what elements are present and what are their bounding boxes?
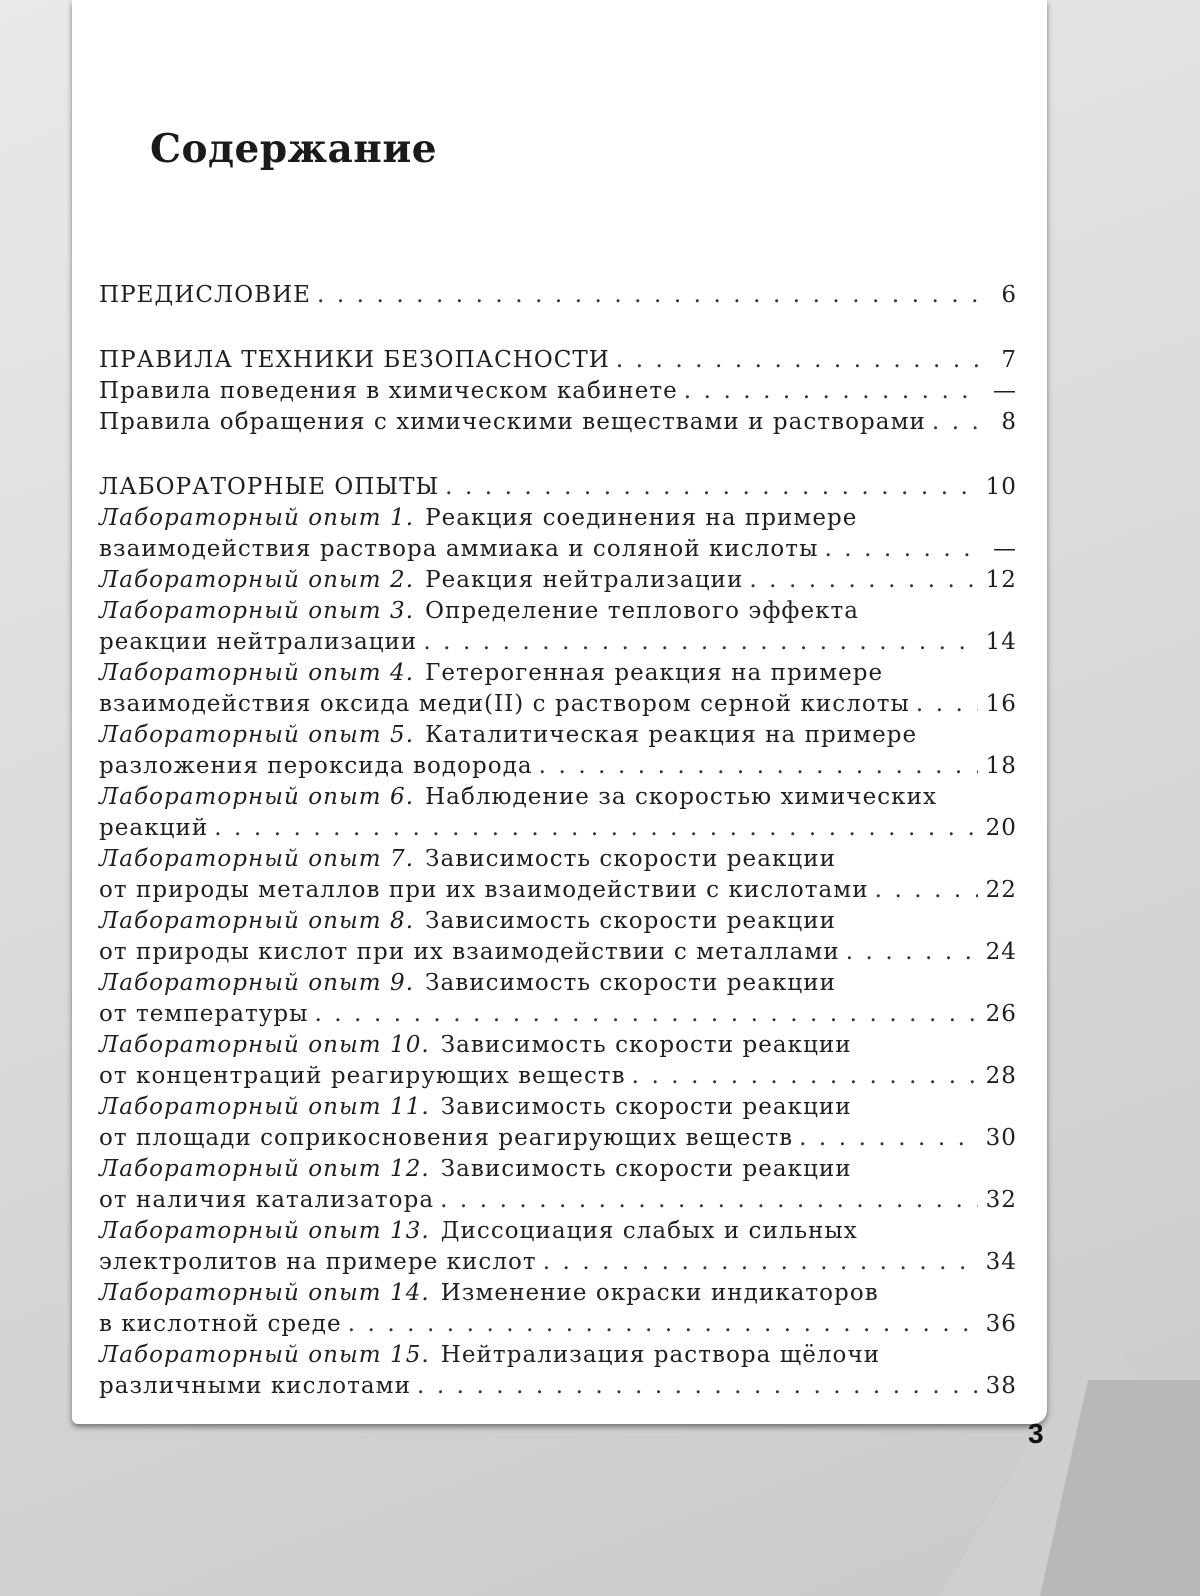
toc-entry-experiment-15-cont[interactable]	[99, 1373, 1017, 1404]
toc-entry-experiment-5[interactable]	[99, 722, 1017, 753]
toc-page-number: 6	[1001, 282, 1017, 308]
page-title: Содержание	[150, 126, 438, 172]
toc-entry-label: Нейтрализация раствора щёлочи	[440, 1342, 881, 1368]
toc-entry-label: Зависимость скорости реакции	[440, 1032, 852, 1058]
toc-page-number: 26	[985, 1001, 1017, 1027]
toc-entry-label: Зависимость скорости реакции	[425, 846, 836, 872]
toc-entry-label: Определение теплового эффекта	[425, 598, 860, 624]
toc-page-number: 18	[985, 753, 1017, 779]
experiment-label: Лабораторный опыт 5.	[99, 722, 415, 748]
dot-leader	[632, 1063, 978, 1089]
toc-entry-experiment-10-cont[interactable]	[99, 1063, 1017, 1094]
toc-page-number: 36	[985, 1311, 1017, 1337]
experiment-label: Лабораторный опыт 10.	[99, 1032, 430, 1058]
dot-leader	[799, 1125, 978, 1151]
toc-entry-experiment-14[interactable]	[99, 1280, 1017, 1311]
experiment-label: Лабораторный опыт 3.	[99, 598, 415, 624]
toc-entry-label: Зависимость скорости реакции	[440, 1094, 852, 1120]
toc-entry-label: Реакция соединения на примере	[425, 505, 858, 531]
toc-entry-label: Реакция нейтрализации	[425, 567, 744, 593]
toc-entry-safety[interactable]	[99, 347, 1017, 378]
toc-entry-experiment-11-cont[interactable]	[99, 1125, 1017, 1156]
dot-leader	[314, 1001, 977, 1027]
toc-entry-label: Правила поведения в химическом кабинете	[99, 378, 678, 404]
toc-entry-experiment-4-cont[interactable]	[99, 691, 1017, 722]
toc-entry-experiment-6-cont[interactable]	[99, 815, 1017, 846]
toc-entry-label: Зависимость скорости реакции	[425, 970, 836, 996]
toc-entry-experiment-14-cont[interactable]	[99, 1311, 1017, 1342]
toc-entry-label: Гетерогенная реакция на примере	[425, 660, 884, 686]
toc-entry-label: Диссоциация слабых и сильных	[440, 1218, 858, 1244]
experiment-label: Лабораторный опыт 1.	[99, 505, 415, 531]
toc-page-number: 14	[985, 629, 1017, 655]
toc-entry-experiment-8[interactable]	[99, 908, 1017, 939]
toc-page-number: —	[992, 536, 1017, 562]
toc-entry-experiment-12-cont[interactable]	[99, 1187, 1017, 1218]
toc-entry-lab[interactable]	[99, 474, 1017, 505]
toc-entry-label: реакций	[99, 815, 209, 841]
toc-page-number: 7	[1001, 347, 1017, 373]
toc-page-number: 34	[985, 1249, 1017, 1275]
toc-entry-experiment-9-cont[interactable]	[99, 1001, 1017, 1032]
page-sheet	[72, 0, 1047, 1424]
toc-entry-experiment-8-cont[interactable]	[99, 939, 1017, 970]
toc-entry-label: от температуры	[99, 1001, 309, 1027]
dot-leader	[417, 1373, 978, 1399]
toc-entry-experiment-6[interactable]	[99, 784, 1017, 815]
dot-leader	[317, 282, 981, 308]
toc-entry-experiment-11[interactable]	[99, 1094, 1017, 1125]
experiment-label: Лабораторный опыт 8.	[99, 908, 415, 934]
experiment-label: Лабораторный опыт 9.	[99, 970, 415, 996]
toc-entry-experiment-2[interactable]	[99, 567, 1017, 598]
toc-entry-label: Правила обращения с химическими веществами и растворами	[99, 409, 926, 435]
dot-leader	[932, 409, 981, 435]
toc-entry-experiment-12[interactable]	[99, 1156, 1017, 1187]
dot-leader	[445, 474, 977, 500]
toc-entry-label: разложения пероксида водорода	[99, 753, 533, 779]
toc-page-number: 16	[985, 691, 1017, 717]
toc-entry-label: Каталитическая реакция на примере	[425, 722, 918, 748]
toc-page-number: —	[992, 378, 1017, 404]
toc-entry-label: взаимодействия раствора аммиака и соляной кислоты	[99, 536, 819, 562]
toc-page-number: 20	[985, 815, 1017, 841]
toc-entry-experiment-4[interactable]	[99, 660, 1017, 691]
experiment-label: Лабораторный опыт 11.	[99, 1094, 430, 1120]
toc-entry-experiment-3-cont[interactable]	[99, 629, 1017, 660]
toc-entry-label: ПРАВИЛА ТЕХНИКИ БЕЗОПАСНОСТИ	[99, 347, 610, 373]
toc-entry-label: от природы металлов при их взаимодействии с кислотами	[99, 877, 869, 903]
toc-entry-experiment-9[interactable]	[99, 970, 1017, 1001]
dot-leader	[348, 1311, 978, 1337]
toc-entry-label: от площади соприкосновения реагирующих веществ	[99, 1125, 794, 1151]
toc-entry-label: Зависимость скорости реакции	[440, 1156, 852, 1182]
toc-entry-label: в кислотной среде	[99, 1311, 342, 1337]
toc-entry-experiment-7[interactable]	[99, 846, 1017, 877]
toc-entry-label: от природы кислот при их взаимодействии с металлами	[99, 939, 840, 965]
toc-entry-label: ПРЕДИСЛОВИЕ	[99, 282, 312, 308]
dot-leader	[824, 536, 981, 562]
toc-entry-experiment-1-cont[interactable]	[99, 536, 1017, 567]
toc-entry-label: взаимодействия оксида меди(II) с раствором серной кислоты	[99, 691, 910, 717]
experiment-label: Лабораторный опыт 2.	[99, 567, 415, 593]
experiment-label: Лабораторный опыт 15.	[99, 1342, 430, 1368]
dot-leader	[684, 378, 981, 404]
toc-entry-experiment-10[interactable]	[99, 1032, 1017, 1063]
toc-entry-safety-behavior[interactable]	[99, 378, 1017, 409]
dot-leader	[846, 939, 978, 965]
toc-page-number: 8	[1001, 409, 1017, 435]
toc-page-number: 24	[985, 939, 1017, 965]
toc-entry-experiment-13[interactable]	[99, 1218, 1017, 1249]
experiment-label: Лабораторный опыт 4.	[99, 660, 415, 686]
dot-leader	[539, 753, 978, 779]
toc-entry-experiment-1[interactable]	[99, 505, 1017, 536]
toc-page-number: 30	[985, 1125, 1017, 1151]
toc-entry-experiment-3[interactable]	[99, 598, 1017, 629]
toc-page-number: 22	[985, 877, 1017, 903]
toc-page-number: 12	[985, 567, 1017, 593]
table-of-contents	[99, 282, 1017, 1404]
toc-entry-label: ЛАБОРАТОРНЫЕ ОПЫТЫ	[99, 474, 440, 500]
toc-page-number: 38	[985, 1373, 1017, 1399]
toc-entry-label: Зависимость скорости реакции	[425, 908, 836, 934]
dot-leader	[214, 815, 977, 841]
toc-entry-label: Изменение окраски индикаторов	[440, 1280, 879, 1306]
toc-entry-label: электролитов на примере кислот	[99, 1249, 537, 1275]
toc-entry-experiment-5-cont[interactable]	[99, 753, 1017, 784]
dot-leader	[423, 629, 977, 655]
toc-entry-label: Наблюдение за скоростью химических	[425, 784, 937, 810]
dot-leader	[543, 1249, 978, 1275]
toc-entry-label: различными кислотами	[99, 1373, 411, 1399]
toc-entry-safety-handling[interactable]	[99, 409, 1017, 440]
experiment-label: Лабораторный опыт 13.	[99, 1218, 430, 1244]
toc-entry-experiment-13-cont[interactable]	[99, 1249, 1017, 1280]
toc-entry-experiment-7-cont[interactable]	[99, 877, 1017, 908]
dot-leader	[916, 691, 978, 717]
toc-entry-label: реакции нейтрализации	[99, 629, 418, 655]
toc-page-number: 32	[985, 1187, 1017, 1213]
toc-entry-label: от наличия катализатора	[99, 1187, 435, 1213]
page-number: 3	[1028, 1418, 1044, 1449]
experiment-label: Лабораторный опыт 6.	[99, 784, 415, 810]
dot-leader	[616, 347, 981, 373]
toc-entry-experiment-15[interactable]	[99, 1342, 1017, 1373]
dot-leader	[440, 1187, 978, 1213]
dot-leader	[749, 567, 977, 593]
toc-entry-preface[interactable]	[99, 282, 1017, 313]
experiment-label: Лабораторный опыт 12.	[99, 1156, 430, 1182]
dot-leader	[875, 877, 978, 903]
experiment-label: Лабораторный опыт 14.	[99, 1280, 430, 1306]
toc-entry-label: от концентраций реагирующих веществ	[99, 1063, 626, 1089]
experiment-label: Лабораторный опыт 7.	[99, 846, 415, 872]
toc-page-number: 28	[985, 1063, 1017, 1089]
toc-page-number: 10	[985, 474, 1017, 500]
